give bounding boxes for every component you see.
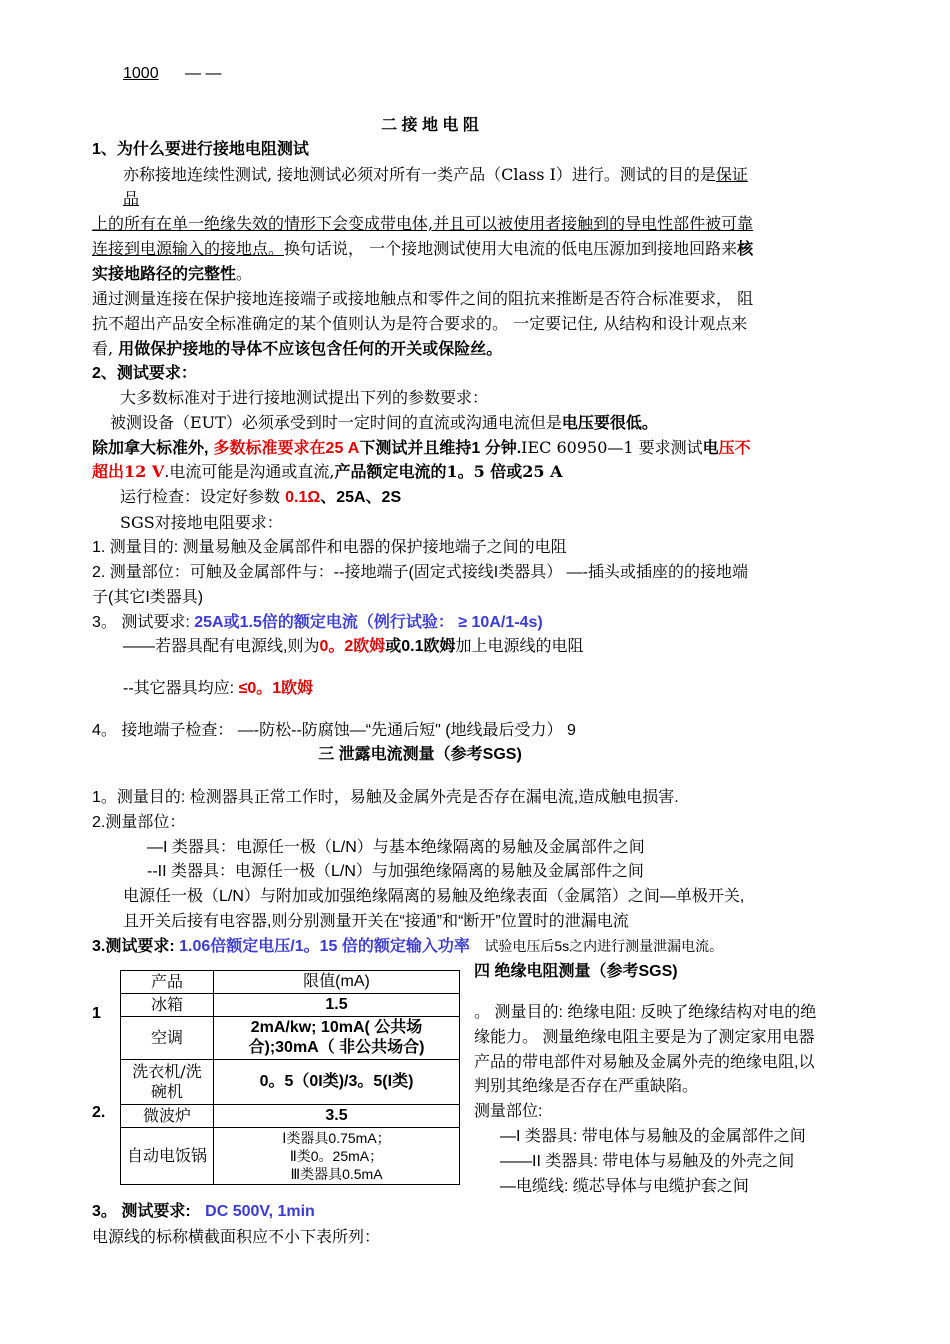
insul-test-lead: 3。 测试要求: <box>92 1203 191 1220</box>
leak-line-2: 2.测量部位： <box>92 814 186 831</box>
req-line-3-bold-a: 除加拿大标准外, <box>92 440 209 457</box>
sgs-item-3b-text-c: 加上电源线的电阻 <box>455 638 584 655</box>
sgs-item-3c-red: ≤0。1欧姆 <box>238 680 314 697</box>
req-line-4-red: 超出12 V <box>92 462 165 481</box>
para-1c: 上的所有在单一绝缘失效的情形下会变成带电体,并且可以被使用者接触到的导电性部件被可靠 <box>92 214 754 233</box>
table-cell-limit: 0。5（0I类)/3。5(I类) <box>214 1060 460 1105</box>
table-header-row <box>121 971 460 994</box>
table-row <box>121 1128 460 1185</box>
leak-line-4: --II 类器具：电源任一极（L/N）与加强绝缘隔离的易触及金属部件之间 <box>147 863 644 880</box>
req-line-3-red-b: 压不 <box>718 440 751 457</box>
sgs-item-1: 1. 测量目的: 测量易触及金属部件和电器的保护接地端子之间的电阻 <box>92 539 567 556</box>
insul-test-requirement <box>92 1200 892 1224</box>
req-line-1: 大多数标准对于进行接地测试提出下列的参数要求： <box>120 388 489 407</box>
limit-line: Ⅱ类0。25mA； <box>289 1148 384 1164</box>
req-line-4-text: .电流可能是沟通或直流, <box>164 462 335 481</box>
sgs-requirement: SGS对接地电阻要求： <box>120 513 283 532</box>
para-1e-text: 。 <box>236 264 253 283</box>
req-line-2-bold: 电压要很低。 <box>561 415 658 432</box>
insul-line-1: 。 测量目的: 绝缘电阻: 反映了绝缘结构对电的绝 <box>474 1004 817 1021</box>
sgs-item-2b: 子(其它I类器具) <box>92 589 204 606</box>
table-cell-limit-multiline <box>214 1128 460 1185</box>
table-cell-product: 微波炉 <box>121 1105 214 1128</box>
leak-line-1: 1。测量目的: 检测器具正常工作时，易触及金属外壳是否存在漏电流,造成触电损害. <box>92 789 679 806</box>
sgs-item-4: 4。 接地端子检查： —-防松--防腐蚀—“先通后短" (地线最后受力） 9 <box>92 722 576 739</box>
leakage-limits-table <box>120 970 460 1185</box>
table-cell-product: 冰箱 <box>121 994 214 1017</box>
leak-line-5: 电源任一极（L/N）与附加或加强绝缘隔离的易触及绝缘表面（金属箔）之间—单极开关, <box>123 888 745 905</box>
sgs-item-3b-bold: 或0.1欧姆 <box>385 638 456 655</box>
leak-line-7-lead: 3.测试要求: <box>92 938 175 955</box>
req-line-2-text: 被测设备（EUT）必须承受到时一定时间的直流或沟通电流但是 <box>110 413 562 432</box>
insul-line-7: ——II 类器具: 带电体与易触及的外壳之间 <box>500 1153 795 1170</box>
table-row <box>121 1105 460 1128</box>
leak-line-3: —I 类器具：电源任一极（L/N）与基本绝缘隔离的易触及金属部件之间 <box>147 839 645 856</box>
req-line-4-bold: 产品额定电流的1。5 倍或25 A <box>334 462 563 481</box>
leak-line-7 <box>92 934 892 959</box>
limit-line: Ⅰ类器具0.75mA； <box>282 1130 391 1146</box>
sgs-item-3c <box>123 677 923 701</box>
insul-test-blue: DC 500V, 1min <box>205 1203 315 1220</box>
para-2b: 抗不超出产品安全标准确定的某个值则认为是符合要求的。 一定要记住, 从结构和设计观点来 <box>92 314 748 333</box>
run-check-text: 运行检查：设定好参数 <box>120 487 281 506</box>
question-2: 2、测试要求： <box>92 365 197 382</box>
para-1d-text: 换句话说， 一个接地测试使用大电流的低电压源加到接地回路来 <box>284 239 738 258</box>
sgs-item-3-lead: 3。 测试要求: <box>92 614 190 631</box>
req-line-2 <box>110 411 910 436</box>
table-cell-limit: 1.5 <box>214 994 460 1017</box>
run-check <box>120 485 920 510</box>
last-line: 电源线的标称横截面积应不小下表所列： <box>92 1227 381 1246</box>
para-2c-bold: 用做保护接地的导体不应该包含任何的开关或保险丝。 <box>118 341 503 358</box>
req-line-4 <box>92 460 892 484</box>
insul-line-3: 产品的带电部件对易触及金属外壳的绝缘电阻,以 <box>474 1054 815 1071</box>
table-header-limit: 限值(mA) <box>214 971 460 994</box>
insul-line-8: —电缆线: 缆芯导体与电缆护套之间 <box>500 1178 749 1195</box>
table-margin-1: 1 <box>92 1005 101 1022</box>
para-1b: 品 <box>123 189 140 208</box>
para-1a-underlined: 保证 <box>715 165 748 184</box>
sgs-item-3c-text: --其它器具均应: <box>123 680 235 697</box>
section-title-grounding: 二 接 地 电 阻 <box>381 117 479 134</box>
question-1: 1、为什么要进行接地电阻测试 <box>92 141 309 158</box>
req-line-3-red: 多数标准要求在25 A <box>213 440 360 457</box>
para-1a-text: 亦称接地连续性测试, 接地测试必须对所有一类产品（Class I）进行。测试的目的是 <box>123 165 716 184</box>
table-cell-limit: 3.5 <box>214 1105 460 1128</box>
sgs-item-3b <box>123 635 923 659</box>
sgs-item-3-blue: 25A或1.5倍的额定电流（例行试验： ≥ 10A/1-4s) <box>194 614 543 631</box>
req-line-3-bold-b: 下测试并且维持1 分钟. <box>359 440 522 457</box>
section-title-insulation: 四 绝缘电阻测量（参考SGS) <box>474 963 678 980</box>
sgs-item-3b-red: 0。2欧姆 <box>319 638 386 655</box>
sgs-item-2a: 2. 测量部位：可触及金属部件与：--接地端子(固定式接线I类器具） —-插头或插座的的接地端 <box>92 564 748 581</box>
para-1e <box>92 262 892 287</box>
leak-line-7-blue: 1.06倍额定电压/1。15 倍的额定输入功率 <box>179 938 470 955</box>
table-header-product: 产品 <box>121 971 214 994</box>
run-check-red: 0.1Ω <box>285 489 321 506</box>
req-line-3 <box>92 436 892 461</box>
table-row <box>121 1060 460 1105</box>
req-line-3-bold-c: 电 <box>702 440 719 457</box>
para-1e-bold: 实接地路径的完整性 <box>92 266 237 283</box>
table-cell-product: 洗衣机/洗碗机 <box>121 1060 214 1105</box>
sgs-item-3 <box>92 611 892 635</box>
leak-line-7-tail: 试验电压后5s之内进行测量泄漏电流。 <box>484 938 724 954</box>
para-2c <box>92 337 892 362</box>
leak-line-6: 且开关后接有电容器,则分别测量开关在“接通”和“断开”位置时的泄漏电流 <box>123 913 629 930</box>
para-1d-underlined: 连接到电源输入的接地点。 <box>92 239 285 258</box>
table-cell-product: 空调 <box>121 1017 214 1060</box>
table-row <box>121 1017 460 1060</box>
page-header <box>123 62 923 86</box>
insul-line-4: 判别其绝缘是否存在严重缺陷。 <box>474 1078 699 1095</box>
req-line-3-text: IEC 60950—1 要求测试 <box>521 438 703 457</box>
sgs-item-3b-text-a: ——若器具配有电源线,则为 <box>123 638 320 655</box>
para-2a: 通过测量连接在保护接地连接端子或接地触点和零件之间的阻抗来推断是否符合标准要求， 阻 <box>92 289 754 308</box>
para-1d-bold: 核 <box>737 241 754 258</box>
limit-line: Ⅲ类器具0.5mA <box>290 1166 383 1182</box>
page-number: 1000 <box>123 65 159 82</box>
table-cell-product: 自动电饭锅 <box>121 1128 214 1185</box>
run-check-bold: 、25A、2S <box>320 489 402 506</box>
para-1a <box>123 163 923 187</box>
table-margin-2: 2. <box>92 1104 106 1121</box>
table-cell-limit: 2mA/kw; 10mA( 公共场合);30mA（ 非公共场合) <box>214 1017 460 1060</box>
insul-line-2: 缘能力。 测量绝缘电阻主要是为了测定家用电器 <box>474 1029 815 1046</box>
para-2c-text: 看, <box>92 339 114 358</box>
section-title-leakage: 三 泄露电流测量（参考SGS) <box>318 746 522 763</box>
insul-line-5: 测量部位: <box>474 1103 543 1120</box>
header-dash: — — <box>185 65 222 82</box>
table-row <box>121 994 460 1017</box>
insul-line-6: —I 类器具: 带电体与易触及的金属部件之间 <box>500 1128 806 1145</box>
para-1d <box>92 237 892 262</box>
